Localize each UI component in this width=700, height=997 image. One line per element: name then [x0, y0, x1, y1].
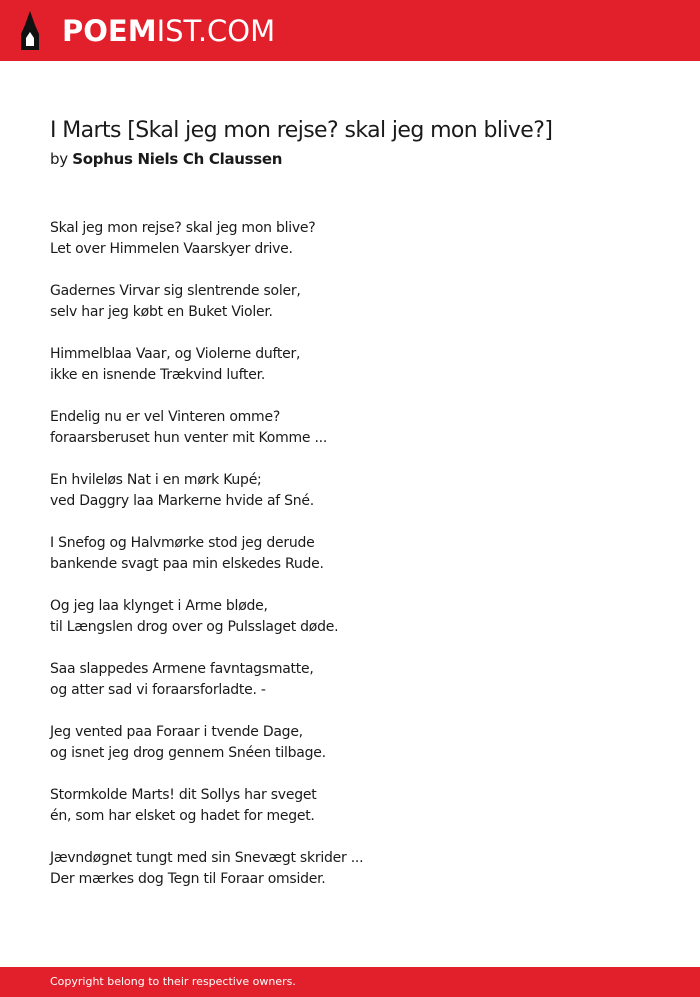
- by-label: by: [50, 150, 68, 168]
- site-logo[interactable]: [62, 14, 275, 48]
- stanza: [50, 533, 650, 575]
- poem-line: Skal jeg mon rejse? skal jeg mon blive?: [50, 220, 316, 236]
- poem-line: Der mærkes dog Tegn til Foraar omsider.: [50, 871, 326, 887]
- poem-line: Gadernes Virvar sig slentrende soler,: [50, 283, 301, 299]
- poem-line: ved Daggry laa Markerne hvide af Sné.: [50, 493, 314, 509]
- poem-line: Let over Himmelen Vaarskyer drive.: [50, 241, 293, 257]
- poem-line: En hvileløs Nat i en mørk Kupé;: [50, 472, 262, 488]
- stanza: [50, 596, 650, 638]
- pencil-logo-icon: [18, 10, 42, 52]
- poem-line: ikke en isnende Trækvind lufter.: [50, 367, 266, 383]
- poem-line: til Længslen drog over og Pulsslaget døde.: [50, 619, 339, 635]
- poem-line: Endelig nu er vel Vinteren omme?: [50, 409, 280, 425]
- copyright-text: Copyright belong to their respective owners.: [50, 975, 296, 988]
- poem-title: I Marts [Skal jeg mon rejse? skal jeg mon blive?]: [50, 118, 553, 143]
- poem-line: Jævndøgnet tungt med sin Snevægt skrider ...: [50, 850, 364, 866]
- logo-light-text: IST.COM: [156, 14, 276, 48]
- poem-line: og atter sad vi foraarsforladte. -: [50, 682, 266, 698]
- poem-line: Stormkolde Marts! dit Sollys har sveget: [50, 787, 317, 803]
- stanza: [50, 218, 650, 260]
- author-name: Sophus Niels Ch Claussen: [72, 150, 283, 168]
- poem-line: og isnet jeg drog gennem Snéen tilbage.: [50, 745, 326, 761]
- poem-line: foraarsberuset hun venter mit Komme ...: [50, 430, 328, 446]
- poem-line: Himmelblaa Vaar, og Violerne dufter,: [50, 346, 301, 362]
- stanza: [50, 785, 650, 827]
- stanza: [50, 407, 650, 449]
- byline: [50, 148, 282, 170]
- stanza: [50, 722, 650, 764]
- stanza: [50, 281, 650, 323]
- stanza: [50, 344, 650, 386]
- stanza: [50, 470, 650, 512]
- poem-body: [50, 218, 650, 911]
- poem-line: bankende svagt paa min elskedes Rude.: [50, 556, 324, 572]
- poem-line: Og jeg laa klynget i Arme bløde,: [50, 598, 268, 614]
- stanza: [50, 659, 650, 701]
- site-footer: [0, 967, 700, 997]
- poem-line: Jeg vented paa Foraar i tvende Dage,: [50, 724, 303, 740]
- poem-line: selv har jeg købt en Buket Violer.: [50, 304, 273, 320]
- stanza: [50, 848, 650, 890]
- poem-line: Saa slappedes Armene favntagsmatte,: [50, 661, 314, 677]
- logo-bold-text: POEM: [62, 14, 157, 48]
- poem-line: én, som har elsket og hadet for meget.: [50, 808, 315, 824]
- site-header: [0, 0, 700, 61]
- poem-line: I Snefog og Halvmørke stod jeg derude: [50, 535, 315, 551]
